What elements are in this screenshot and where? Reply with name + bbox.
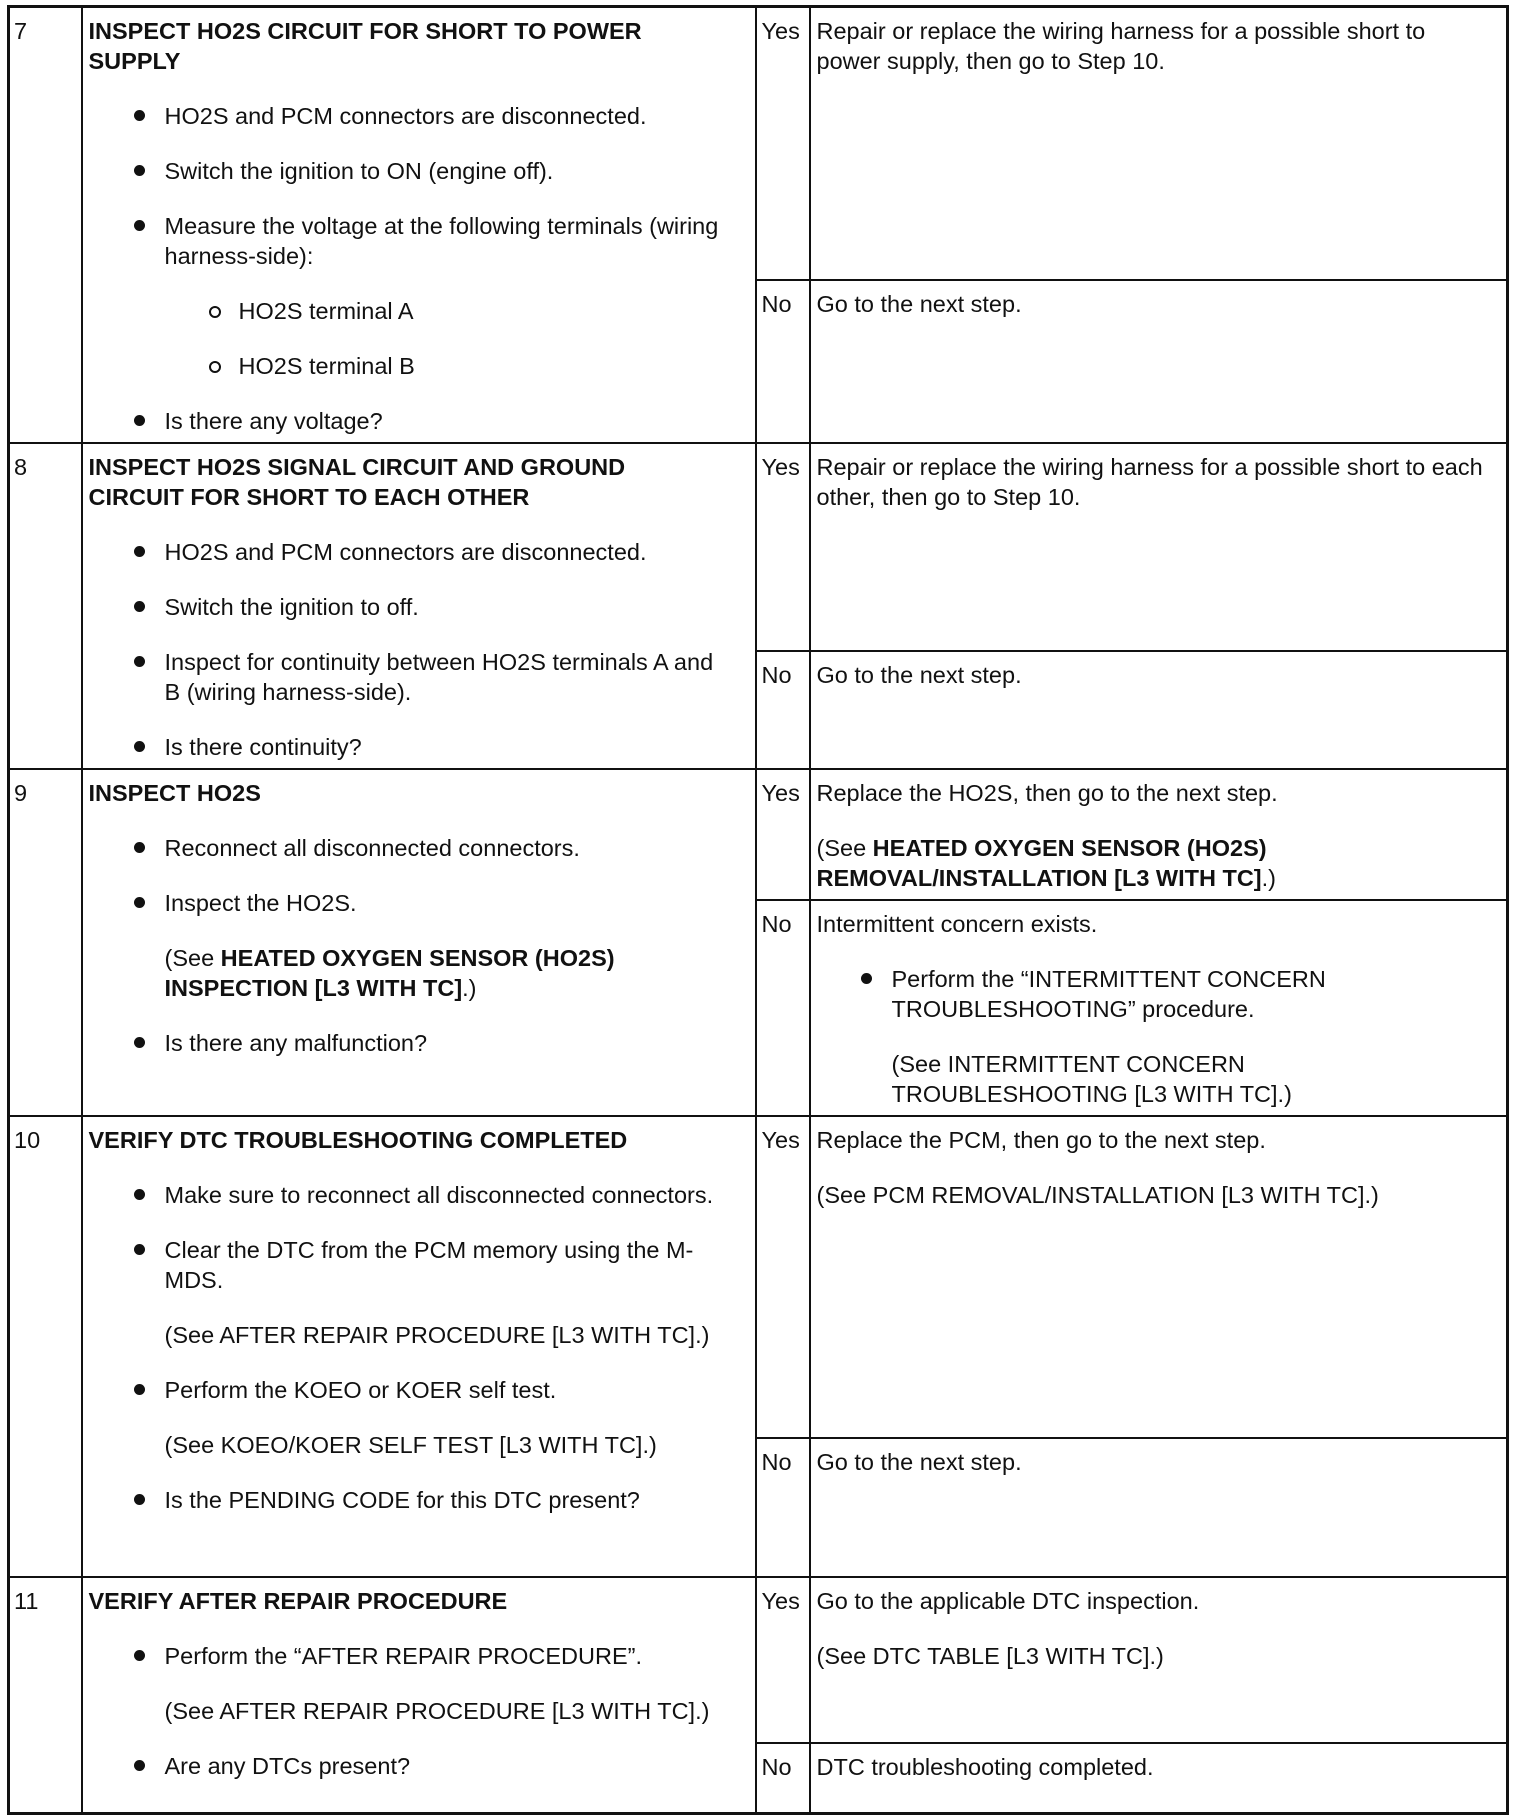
step-row-9 [9, 769, 1508, 900]
step-number: 10 [14, 1127, 41, 1153]
step-number: 8 [14, 454, 28, 480]
step-question: Is the PENDING CODE for this DTC present? [89, 1485, 731, 1515]
yes-action: Repair or replace the wiring harness for a possible short to each other, then go to Step 10. [816, 454, 1483, 510]
yes-action-cell [810, 7, 1508, 280]
reference-link[interactable]: (See KOEO/KOER SELF TEST [L3 WITH TC].) [164, 1432, 657, 1458]
step-question: Are any DTCs present? [89, 1751, 731, 1781]
reference-link[interactable]: HEATED OXYGEN SENSOR (HO2S) INSPECTION [L3 WITH TC] [164, 945, 615, 1001]
troubleshooting-table [7, 5, 1509, 1815]
step-number-cell [9, 7, 82, 444]
step-instructions-cell [82, 7, 756, 444]
step-item: Make sure to reconnect all disconnected connectors. [89, 1180, 731, 1210]
step-number: 7 [14, 18, 28, 44]
yes-label: Yes [761, 18, 800, 44]
no-action: Go to the next step. [816, 661, 1022, 688]
step-instructions-cell [82, 1116, 756, 1577]
yes-label: Yes [761, 1127, 800, 1153]
step-item: Inspect for continuity between HO2S terminals A and B (wiring harness-side). [89, 647, 731, 707]
step-question: Is there continuity? [89, 732, 731, 762]
yes-reference: (See HEATED OXYGEN SENSOR (HO2S) REMOVAL/INSTALLATION [L3 WITH TC].) [816, 835, 1276, 891]
step-question: Is there any malfunction? [89, 1028, 731, 1058]
yes-label-cell [756, 769, 810, 900]
reference-link[interactable]: (See PCM REMOVAL/INSTALLATION [L3 WITH TC].) [816, 1182, 1379, 1208]
step-number: 9 [14, 780, 28, 806]
yes-action: Replace the PCM, then go to the next step. [816, 1127, 1266, 1153]
step-row-11 [9, 1577, 1508, 1743]
step-item: Perform the “AFTER REPAIR PROCEDURE”. [89, 1641, 731, 1671]
step-row-7 [9, 7, 1508, 280]
reference-text: (See HEATED OXYGEN SENSOR (HO2S) INSPECTION [L3 WITH TC].) [164, 945, 615, 1001]
step-title: INSPECT HO2S [88, 780, 261, 806]
no-label: No [761, 911, 792, 937]
step-item: Switch the ignition to off. [89, 592, 731, 622]
step-title: INSPECT HO2S SIGNAL CIRCUIT AND GROUND CIRCUIT FOR SHORT TO EACH OTHER [88, 454, 626, 510]
step-row-8 [9, 443, 1508, 651]
no-action: DTC troubleshooting completed. [816, 1754, 1154, 1780]
step-instructions-cell [82, 443, 756, 769]
no-action: Intermittent concern exists. [816, 911, 1098, 937]
step-item: Clear the DTC from the PCM memory using the M-MDS. [89, 1235, 731, 1295]
step-item: Switch the ignition to ON (engine off). [89, 156, 731, 186]
yes-label-cell [756, 443, 810, 651]
no-action-cell [810, 1438, 1508, 1577]
reference-link[interactable]: (See AFTER REPAIR PROCEDURE [L3 WITH TC].) [164, 1322, 710, 1348]
no-action-cell [810, 651, 1508, 769]
step-item: Reconnect all disconnected connectors. [89, 833, 731, 863]
step-item: HO2S and PCM connectors are disconnected. [89, 101, 731, 131]
yes-label-cell [756, 1116, 810, 1438]
step-number-cell [9, 1116, 82, 1577]
step-number: 11 [14, 1588, 39, 1614]
no-action-cell [810, 900, 1508, 1116]
no-label-cell [756, 900, 810, 1116]
reference-link[interactable]: HEATED OXYGEN SENSOR (HO2S) REMOVAL/INSTALLATION [L3 WITH TC] [816, 835, 1267, 891]
yes-label: Yes [761, 1588, 800, 1614]
step-title: INSPECT HO2S CIRCUIT FOR SHORT TO POWER SUPPLY [88, 18, 642, 74]
no-action-cell [810, 1743, 1508, 1814]
step-number-cell [9, 443, 82, 769]
step-row-10 [9, 1116, 1508, 1438]
yes-action-cell [810, 769, 1508, 900]
step-title: VERIFY AFTER REPAIR PROCEDURE [88, 1588, 508, 1614]
step-subitem: HO2S terminal A [89, 296, 731, 326]
no-label-cell [756, 651, 810, 769]
yes-action: Repair or replace the wiring harness for a possible short to power supply, then go to Step 10. [816, 18, 1426, 74]
step-item: Perform the KOEO or KOER self test. [89, 1375, 731, 1405]
step-instructions-cell [82, 769, 756, 1116]
step-item: Inspect the HO2S. [89, 888, 731, 918]
yes-label-cell [756, 7, 810, 280]
step-number-cell [9, 1577, 82, 1814]
no-label: No [761, 1754, 792, 1780]
reference-link[interactable]: (See AFTER REPAIR PROCEDURE [L3 WITH TC].) [164, 1698, 710, 1724]
yes-label: Yes [761, 454, 800, 480]
no-label-cell [756, 280, 810, 443]
yes-label-cell [756, 1577, 810, 1743]
no-label: No [761, 290, 792, 317]
step-number-cell [9, 769, 82, 1116]
no-label-cell [756, 1743, 810, 1814]
yes-action: Go to the applicable DTC inspection. [816, 1588, 1200, 1614]
no-label-cell [756, 1438, 810, 1577]
no-label: No [761, 661, 792, 688]
no-action-item: Perform the “INTERMITTENT CONCERN TROUBLESHOOTING” procedure. [817, 964, 1487, 1024]
step-item: Measure the voltage at the following terminals (wiring harness-side): [89, 211, 731, 271]
step-instructions-cell [82, 1577, 756, 1814]
reference-link[interactable]: (See INTERMITTENT CONCERN TROUBLESHOOTING [L3 WITH TC].) [891, 1051, 1292, 1107]
yes-action-cell [810, 1577, 1508, 1743]
step-title: VERIFY DTC TROUBLESHOOTING COMPLETED [88, 1127, 628, 1153]
step-item: HO2S and PCM connectors are disconnected. [89, 537, 731, 567]
reference-link[interactable]: (See DTC TABLE [L3 WITH TC].) [816, 1643, 1164, 1669]
step-subitem: HO2S terminal B [89, 351, 731, 381]
yes-action-cell [810, 443, 1508, 651]
yes-action-cell [810, 1116, 1508, 1438]
yes-action: Replace the HO2S, then go to the next step. [816, 780, 1278, 806]
no-action: Go to the next step. [816, 290, 1022, 317]
yes-label: Yes [761, 780, 800, 806]
no-action-cell [810, 280, 1508, 443]
no-action: Go to the next step. [816, 1449, 1022, 1475]
step-question: Is there any voltage? [89, 406, 731, 436]
no-label: No [761, 1449, 792, 1475]
